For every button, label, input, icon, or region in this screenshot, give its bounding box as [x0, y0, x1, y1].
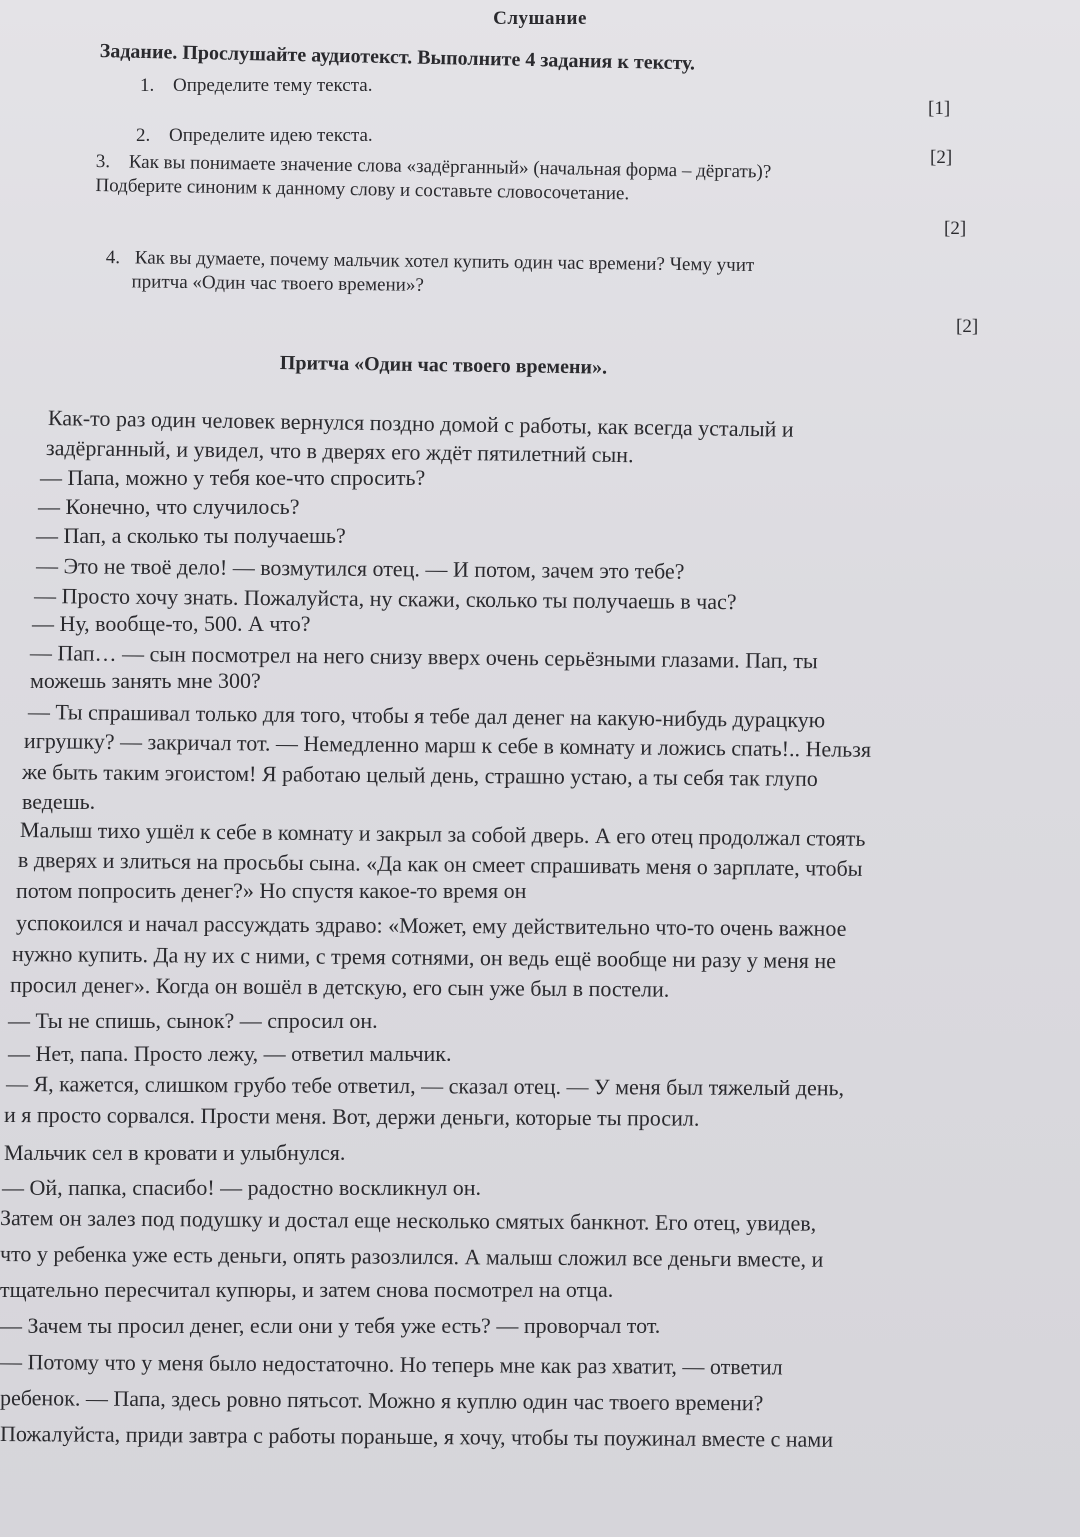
story-line: — Я, кажется, слишком грубо тебе ответил, — сказал отец. — У меня был тяжелый день,: [5, 1071, 845, 1101]
story-line: — Просто хочу знать. Пожалуйста, ну скажи, сколько ты получаешь в час?: [33, 583, 737, 615]
story-line: Пожалуйста, приди завтра с работы пораньше, я хочу, чтобы ты поужинал вместе с нами: [0, 1421, 834, 1452]
question-text: Подберите синоним к данному слову и составьте словосочетание.: [95, 174, 630, 205]
story-line: — Это не твоё дело! — возмутился отец. — И потом, зачем это тебе?: [35, 553, 685, 584]
question-3-mark: [2]: [944, 218, 967, 239]
story-line: — Зачем ты просил денег, если они у тебя уже есть? — проворчал тот.: [0, 1313, 661, 1338]
question-1: [140, 74, 372, 98]
story-line: нужно купить. Да ну их с ними, с тремя сотнями, он ведь ещё вообще ни разу у меня не: [11, 941, 837, 974]
question-text: Определите идею текста.: [169, 125, 373, 146]
question-number: 2.: [136, 125, 151, 146]
page-title: Слушание: [493, 8, 587, 29]
story-line: — Пап, а сколько ты получаешь?: [36, 523, 346, 548]
story-heading: Притча «Один час твоего времени».: [279, 352, 608, 379]
question-number: 1.: [140, 75, 155, 96]
question-4-mark: [2]: [956, 316, 979, 337]
question-text: Как вы думаете, почему мальчик хотел купить один час времени? Чему учит: [134, 247, 755, 276]
story-line: игрушку? — закричал тот. — Немедленно марш к себе в комнату и ложись спать!.. Нельзя: [23, 728, 872, 762]
question-number: 4.: [105, 246, 121, 269]
story-line: ведешь.: [22, 789, 96, 814]
question-text: Как вы понимаете значение слова «задёрганный» (начальная форма – дёргать)?: [128, 151, 772, 183]
question-3: [95, 150, 771, 209]
question-1-mark: [1]: [928, 98, 951, 119]
story-line: что у ребенка уже есть деньги, опять разозлился. А малыш сложил все деньги вместе, и: [0, 1241, 824, 1272]
story-line: — Пап… — сын посмотрел на него снизу вверх очень серьёзными глазами. Пап, ты: [29, 640, 818, 674]
story-line: — Ты не спишь, сынок? — спросил он.: [8, 1008, 378, 1033]
story-line: Как-то раз один человек вернулся поздно домой с работы, как всегда усталый и: [47, 405, 794, 442]
story-line: — Конечно, что случилось?: [38, 494, 300, 519]
story-line: же быть таким эгоистом! Я работаю целый день, страшно устаю, а ты себя так глупо: [21, 759, 818, 791]
story-line: Мальчик сел в кровати и улыбнулся.: [4, 1140, 346, 1165]
story-line: — Ну, вообще-то, 500. А что?: [32, 611, 311, 636]
question-2-mark: [2]: [930, 147, 953, 168]
story-line: — Папа, можно у тебя кое-что спросить?: [40, 465, 426, 490]
story-line: — Ой, папка, спасибо! — радостно воскликнул он.: [2, 1175, 482, 1200]
story-line: — Потому что у меня было недостаточно. Но теперь мне как раз хватит, — ответил: [0, 1349, 783, 1380]
story-line: тщательно пересчитал купюры, и затем снова посмотрел на отца.: [0, 1277, 614, 1302]
question-2: [136, 124, 373, 148]
story-line: задёрганный, и увидел, что в дверях его ждёт пятилетний сын.: [45, 435, 634, 468]
question-4: [105, 246, 754, 302]
story-line: можешь занять мне 300?: [30, 668, 261, 693]
question-text: притча «Один час твоего времени»?: [131, 271, 424, 296]
question-number: 3.: [95, 150, 111, 173]
story-line: в дверях и злиться на просьбы сына. «Да как он смеет спрашивать меня о зарплате, чтобы: [17, 847, 863, 881]
story-line: успокоился и начал рассуждать здраво: «Может, ему действительно что-то очень важное: [15, 910, 847, 941]
story-line: потом попросить денег?» Но спустя какое-то время он: [16, 878, 527, 903]
task-instruction: Задание. Прослушайте аудиотекст. Выполните 4 задания к тексту.: [99, 40, 696, 75]
story-line: ребенок. — Папа, здесь ровно пятьсот. Можно я куплю один час твоего времени?: [0, 1385, 764, 1416]
story-line: просил денег». Когда он вошёл в детскую, его сын уже был в постели.: [9, 972, 670, 1002]
story-line: и я просто сорвался. Прости меня. Вот, держи деньги, которые ты просил.: [3, 1102, 700, 1131]
story-line: Малыш тихо ушёл к себе в комнату и закрыл за собой дверь. А его отец продолжал стоять: [19, 817, 866, 851]
story-line: Затем он залез под подушку и достал еще несколько смятых банкнот. Его отец, увидев,: [0, 1205, 817, 1236]
story-line: — Нет, папа. Просто лежу, — ответил мальчик.: [8, 1041, 452, 1066]
question-text: Определите тему текста.: [173, 75, 373, 96]
story-line: — Ты спрашивал только для того, чтобы я тебе дал денег на какую-нибудь дурацкую: [27, 699, 826, 733]
